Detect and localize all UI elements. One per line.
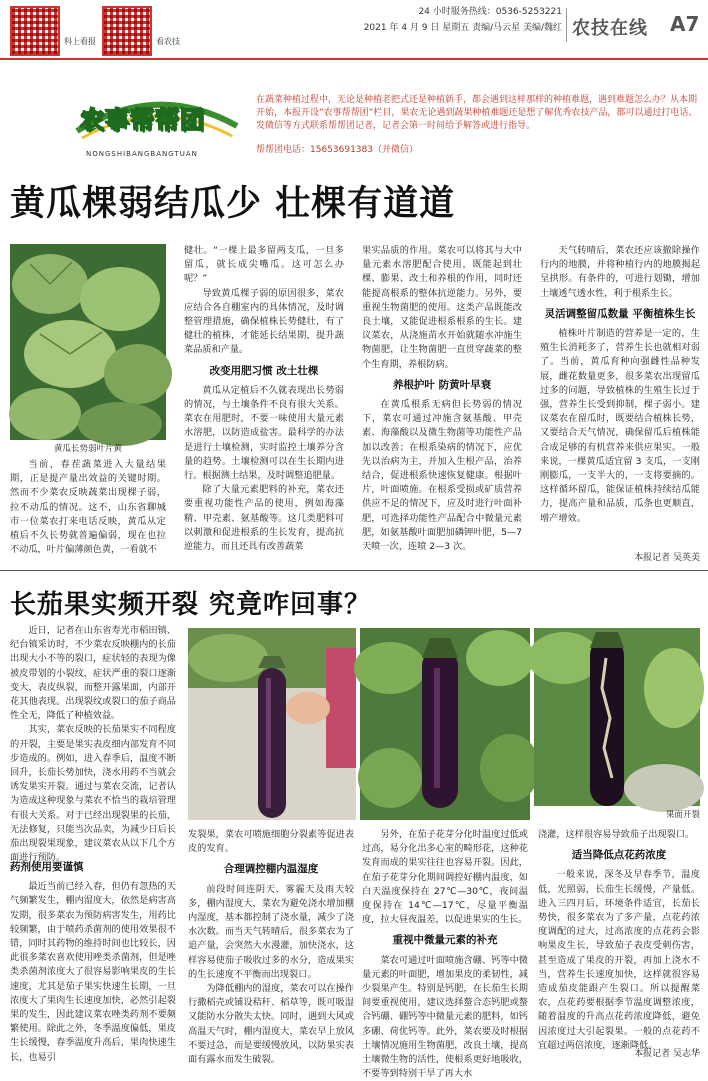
article2-col3-subhead: 重视中微量元素的补充 [392, 934, 498, 947]
article2-col2-p2: 前段时间连阴天、雾霾天及雨天较多，棚内湿度大，菜农为避免浇水增加棚内湿度，基本都控制了浇水量，减少了浇水次数。而当天气转晴后，很多菜农为了追产量，会突然大水漫灌，加快浇水，这样容易使茄子吸收过多的水分，造成果实的生长速度不平衡而出现裂口。 [188, 883, 354, 980]
article2-photo-3 [534, 628, 700, 806]
article2-col1-bottom [10, 860, 176, 1063]
article2-col2-p1: 发裂果，菜农可喷施细胞分裂素等促进表皮的发育。 [188, 829, 354, 855]
article2-col1-p3: 最近当前已经入春，但仍有忽热的天气频繁发生，棚内湿度大，依然是病害高发期，很多菜农为预防病害发生，用药比较频繁，由于喷药杀菌剂的使用效果很不错，同时其药物的维持时间也比较长，因此很多菜农喜欢使用唑类杀菌剂，但是唑类杀菌剂浓度大了很容易影响果皮的生长速度，尤其是茄子果实快速生长期，一旦浓度大了果肉生长速度加快，必然引起裂果的发生，因此建议菜农唑类药剂不要频繁使用。除此之外，冬季温度偏低，果皮生长缓慢，春季温度升高后，果肉快速生长，也易引 [10, 881, 176, 1063]
article1-col1 [10, 458, 166, 560]
eggplant-plant-icon [360, 628, 530, 820]
article1-col4-subhead: 灵活调整留瓜数量 平衡植株生长 [544, 307, 696, 320]
article1-byline: 本报记者 吴英美 [634, 553, 700, 563]
article1-col4-p2: 植株叶片制造的营养是一定的，生殖生长消耗多了，营养生长也就相对弱了。当前，黄瓜育种向强雌性品种发展，雌花数量更多，很多菜农出现留瓜过多的问题，导致植株的生殖生长过于强，营养生长受到抑制，棵子弱小。建议菜农在留瓜时，既要结合植株长势，又要结合天气情况，确保留瓜后植株能合成足够的有机营养来供应果实。一般来说，一棵黄瓜适宜留 3 支瓜，一支刚刚膨瓜，一支半大的，一支将要摘的。这样循环留瓜，能保证植株持续结瓜能力，提高产量和品质，瓜条也更顺直，增产增效。 [540, 328, 700, 524]
qr-label-right: 看农技 [156, 37, 180, 46]
header-rule [0, 58, 708, 60]
article2-col4-p1: 浇灌，这样很容易导致茄子出现裂口。 [538, 829, 695, 840]
article1-col2-p3: 黄瓜从定植后不久就表现出长势弱的情况，与土壤条件不良有很大关系。菜农在用肥时，不要一味使用大量元素水溶肥，以防造成盐害。最科学的办法是进行土壤检测，实时监控土壤养分含量的趋势。土壤检测可以在生长期内进行。根据测土结果，及时调整追肥量。 [184, 384, 344, 482]
article2-byline: 本报记者 吴志华 [634, 1049, 700, 1059]
logo-title: 农事帮帮团 [80, 106, 205, 134]
article2-photo-1 [188, 628, 356, 820]
article2-col4-subhead: 适当降低点花药浓度 [571, 849, 667, 862]
article1-col4-p1: 天气转晴后，菜农还应该撤除操作行内的地膜，并将种植行内的地膜揭起呈拱形。有条件的，可进行划锄，增加土壤透气透水性，利于根系生长。 [540, 245, 700, 299]
article2-col1-p2: 其实，菜农反映的长茄果实不同程度的开裂，主要是果实表皮细内部发育不同步造成的。例如，进入春季后，温度不断回升，长茄长势加快，浇水用药不当就会诱发果实开裂。通过与菜农交流，记者认为造成这种现象与菜农不恰当的栽培管理有很大关系。对于已经出现裂果的长茄，无法修复，只能当次品卖，为减少日后长茄出现裂果现象，建议菜农从以下几个方面进行预防。 [10, 724, 176, 864]
cracked-eggplant-icon [534, 628, 700, 806]
date-line: 2021 年 4 月 9 日 星期五 责编/马云星 美编/魏红 [363, 23, 562, 33]
qr-label-left: 科上看报 [64, 37, 96, 46]
hotline: 24 小时服务热线：0536-5253221 [418, 7, 562, 17]
column-intro: 在蔬菜种植过程中，无论是种植老把式还是种植新手，都会遇到这样那样的种植难题，遇到难题怎么办？从本期开始，本报开设“农事帮帮团”栏目，果农无论遇到蔬果种植难题还是想了解优秀农技产品，都可以通过打电话、发微信等方式联系帮帮团记者，记者会第一时间给予解答或进行指导。 [256, 95, 698, 131]
article2-col2 [188, 828, 354, 1066]
article2-col1-p1: 近日，记者在山东省寿光市稻田镇、纪台镇采访时，不少菜农反映棚内的长茄出现大小不等的裂口，症状轻的表现为像被皮带划的小裂纹，症状严重的裂口逐渐变大，表皮纵裂，而整开露果面，内部开花其他表现。出现裂纹或裂口的茄子商品性全无，降低了种植效益。 [10, 625, 176, 722]
qr-code-left [10, 6, 60, 56]
article1-col3 [362, 244, 522, 562]
article1-col3-p2: 在黄瓜根系无病但长势弱的情况下，菜农可通过冲施含氨基酸、甲壳素、海藻酸以及微生物菌等功能性产品加以改善；在根系染病的情况下，应优先以治病为主，并加入生根产品，治养结合，促进根系快速恢复健康。根据叶片，叶面喷施。在根系受损或矿质营养供应不足的情况下，应及时进行叶面补肥，可选择功能性产品配合中微量元素肥，如氨基酸叶面肥加磷钾叶肥，5—7 天喷一次，连喷 2—3 次。 [362, 399, 522, 553]
article2-title: 长茄果实频开裂 究竟咋回事？ [10, 590, 372, 620]
cucumber-leaves-icon [10, 244, 166, 440]
article2-col2-subhead: 合理调控棚内温湿度 [223, 863, 319, 876]
article2-photo-2 [360, 628, 530, 820]
article1-col2-p2: 导致黄瓜棵子弱的原因很多，菜农应结合各自棚室内的具体情况，及时调整管理措施，确保植株长势健壮，有了健壮的植株，才能延长结果期，提升蔬菜品质和产量。 [184, 287, 344, 356]
article1-col2-subhead: 改变用肥习惯 改土壮棵 [209, 364, 319, 377]
article1-col2-p1: 健壮。“一棵上最多留两支瓜，一旦多留瓜，就长成尖嘴瓜。这可怎么办呢？” [184, 245, 344, 285]
article1-title: 黄瓜棵弱结瓜少 壮棵有道道 [10, 184, 456, 224]
qr-code-right [102, 6, 152, 56]
article2-col1-top [10, 624, 176, 864]
column-logo [72, 86, 242, 160]
article1-photo-caption: 黄瓜长势弱叶片黄 [53, 444, 122, 454]
section-name: 农技在线 [572, 18, 648, 39]
article2-col4 [538, 828, 700, 1051]
article2-photo-caption: 果面开裂 [665, 810, 700, 820]
article-divider [0, 570, 708, 571]
article1-col1-text: 当前，春茬蔬菜进入大量结果期，正是提产量出效益的关键时期。然而不少菜农反映蔬菜出现棵子弱，拉不动瓜的情况。这不，山东省聊城市一位菜农打来电话反映，黄瓜从定植后不久长势就普遍偏弱，现在也拉不动瓜，叶片偏薄颜色黄，一看就不 [10, 459, 166, 556]
article1-col3-subhead: 养根护叶 防黄叶早衰 [392, 378, 492, 391]
article2-col3 [362, 828, 528, 1080]
eggplant-hand-icon [188, 628, 356, 820]
article2-col3-p1: 另外，在茄子花芽分化时温度过低或过高，易分化出多心室的畸形花，这种花发育而成的果实往往也容易开裂。因此，在茄子花芽分化期间调控好棚内温度，如白天温度保持在 27℃—30℃，夜间温度保持在 14℃—17℃，尽量平衡温度，拉大昼夜温差，以促进果实的生长。 [362, 829, 528, 926]
article1-col3-p1: 果实品质的作用。菜农可以将其与大中量元素水溶肥配合使用，既能起到壮棵、膨果、改土和养根的作用，同时还能提高根系的整体抗逆能力。另外，要重视生物菌肥的使用。这类产品既能改良土壤，又能促进根系根系的生长。建议菜农，从浇施苗水开始就随水冲施生物菌肥，让生物菌肥一直贯穿蔬菜的整个生育期，养根防病。 [362, 245, 522, 370]
article1-col4 [540, 244, 700, 550]
article2-col3-p2: 菜农可通过叶面喷施含硼、钙等中微量元素的叶面肥，增加果皮的柔韧性，减少裂果产生。特别是钙肥，在长茄生长期间要重视使用，建议选择螯合态钙肥或螯合钙硼、硼钙等中微量元素的肥料，如钙多硼、荷优钙等。此外，菜农要及时根据土壤情况施用生物菌肥，改良土壤，提高土壤微生物的活性，使根系更好地吸收，不要等到特别干旱了再大水 [362, 954, 528, 1080]
header-divider [566, 8, 567, 42]
article2-col4-p2: 一般来说，深冬及早春季节，温度低，光照弱，长茄生长缓慢，产量低。进入三四月后，环境条件适宜，长茄长势快，很多菜农为了多产量，点花药浓度调配的过大，过高浓度的点花药会影响果皮生长，导致茄子表皮受刺伤害，甚至造成了果皮的开裂，再加上浇水不当，营养生长速度加快，这样就很容易造成茄皮能跟产生裂口。所以提醒菜农，点花药要根据季节温度调整浓度，随着温度的升高点花药浓度降低，避免因浓度过大引起裂果。一般的点花药不宜超过两倍浓度，逐渐降低。 [538, 869, 700, 1051]
logo-pinyin: NONGSHIBANGBANGTUAN [86, 150, 198, 158]
article1-photo [10, 244, 166, 440]
article1-col2 [184, 244, 344, 562]
page-number: A7 [670, 12, 700, 36]
article2-col1-subhead: 药剂使用要谨慎 [10, 861, 84, 873]
article1-col2-p4: 除了大量元素肥料的补充，菜农还要重视功能性产品的使用，例如海藻精、甲壳素、氨基酸等。这几类肥料可以刺激和促进根系的生长发育，提高抗逆能力，而且还具有改善蔬菜 [184, 484, 344, 553]
column-phone: 帮帮团电话：15653691383（并微信） [256, 145, 418, 155]
article2-col2-p3: 为降低棚内的湿度，菜农可以在操作行撒稻壳或铺设秸秆、稻草等，既可吸湿又能防水分散失太快。同时，遇到大风或高温天气时，棚内湿度大，菜农早上放风不要过急，而是要缓慢放风，以防果实表面有露水而发生破裂。 [188, 983, 354, 1066]
